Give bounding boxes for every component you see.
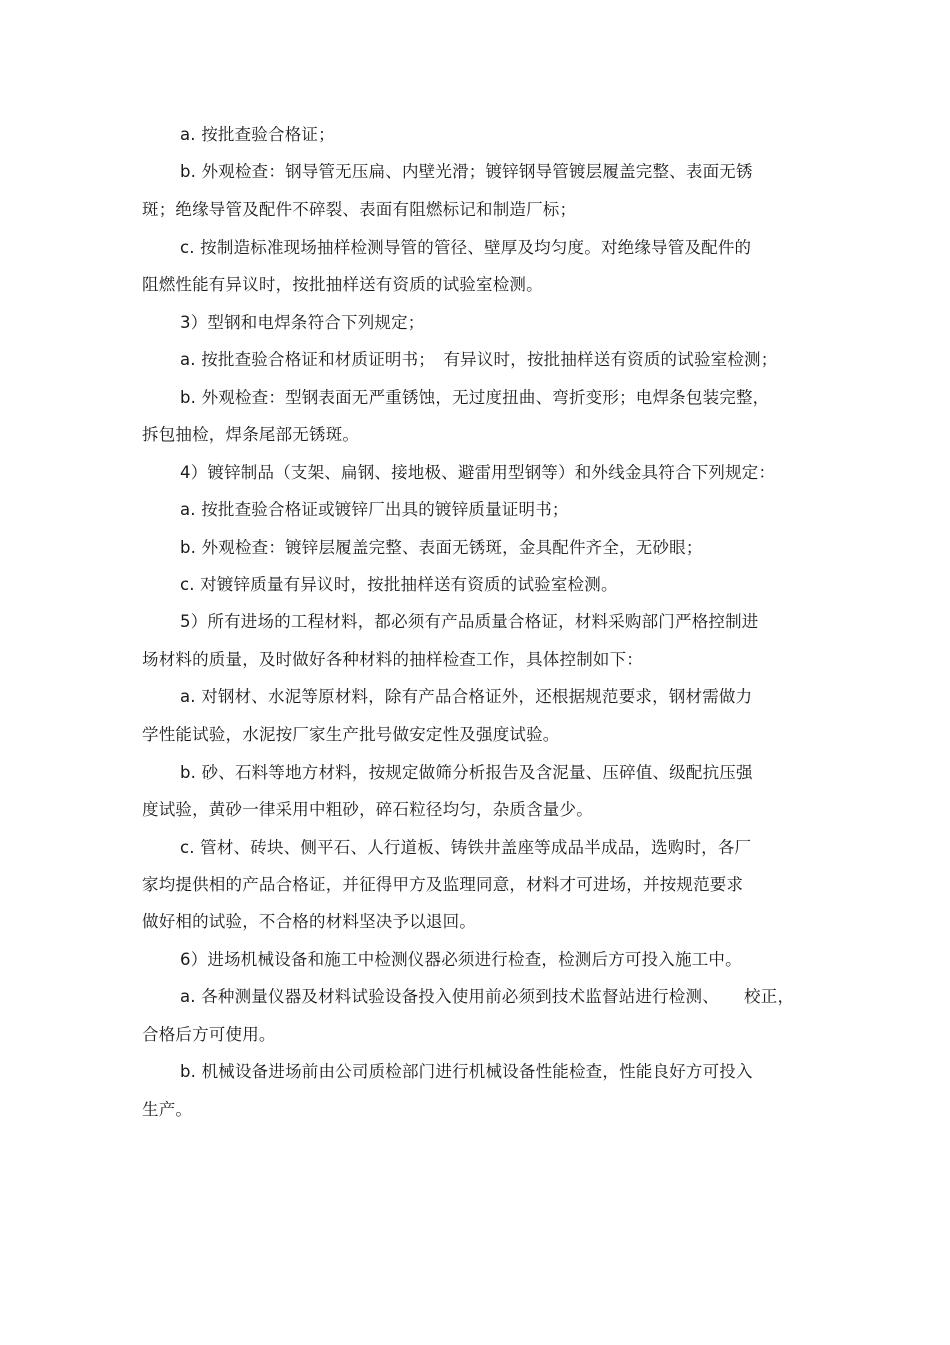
text-line: 度试验，黄砂一律采用中粗砂，碎石粒径均匀，杂质含量少。	[142, 800, 593, 819]
text-line: a. 按批查验合格证；	[180, 125, 335, 144]
text-line: b. 外观检查：型钢表面无严重锈蚀，无过度扭曲、弯折变形；电焊条包装完整，	[180, 388, 770, 407]
text-line: b. 机械设备进场前由公司质检部门进行机械设备性能检查，性能良好方可投入	[180, 1062, 753, 1081]
text-line: 做好相的试验，不合格的材料坚决予以退回。	[142, 912, 476, 931]
text-line: a. 按批查验合格证和材质证明书； 有异议时，按批抽样送有资质的试验室检测；	[180, 350, 778, 369]
text-line: 3）型钢和电焊条符合下列规定；	[180, 313, 425, 332]
text-line: b. 外观检查：镀锌层履盖完整、表面无锈斑，金具配件齐全，无砂眼；	[180, 538, 703, 557]
text-line: 阻燃性能有异议时，按批抽样送有资质的试验室检测。	[142, 275, 543, 294]
text-line: a. 各种测量仪器及材料试验设备投入使用前必须到技术监督站进行检测、 校正，	[180, 987, 795, 1006]
text-line: c. 对镀锌质量有异议时，按批抽样送有资质的试验室检测。	[180, 575, 618, 594]
text-line: 5）所有进场的工程材料，都必须有产品质量合格证，材料采购部门严格控制进	[180, 612, 759, 631]
text-line: 场材料的质量，及时做好各种材料的抽样检查工作，具体控制如下：	[142, 650, 643, 669]
text-line: c. 按制造标准现场抽样检测导管的管径、壁厚及均匀度。对绝缘导管及配件的	[180, 238, 752, 257]
text-line: 合格后方可使用。	[142, 1025, 276, 1044]
text-line: b. 砂、石料等地方材料，按规定做筛分析报告及含泥量、压碎值、级配抗压强	[180, 763, 753, 782]
text-line: 生产。	[142, 1100, 193, 1119]
text-line: c. 管材、砖块、侧平石、人行道板、铸铁井盖座等成品半成品，选购时，各厂	[180, 838, 752, 857]
text-line: 拆包抽检，焊条尾部无锈斑。	[142, 425, 360, 444]
text-line: 6）进场机械设备和施工中检测仪器必须进行检查，检测后方可投入施工中。	[180, 950, 742, 969]
text-line: 家均提供相的产品合格证，并征得甲方及监理同意，材料才可进场，并按规范要求	[142, 875, 744, 894]
text-line: 4）镀锌制品（支架、扁钢、接地极、避雷用型钢等）和外线金具符合下列规定：	[180, 463, 776, 482]
text-line: 斑；绝缘导管及配件不碎裂、表面有阻燃标记和制造厂标；	[142, 200, 577, 219]
text-line: a. 对钢材、水泥等原材料，除有产品合格证外，还根据规范要求，钢材需做力	[180, 687, 753, 706]
text-line: 学性能试验，水泥按厂家生产批号做安定性及强度试验。	[142, 725, 560, 744]
text-line: b. 外观检查：钢导管无压扁、内壁光滑；镀锌钢导管镀层履盖完整、表面无锈	[180, 162, 753, 181]
text-line: a. 按批查验合格证或镀锌厂出具的镀锌质量证明书；	[180, 500, 569, 519]
